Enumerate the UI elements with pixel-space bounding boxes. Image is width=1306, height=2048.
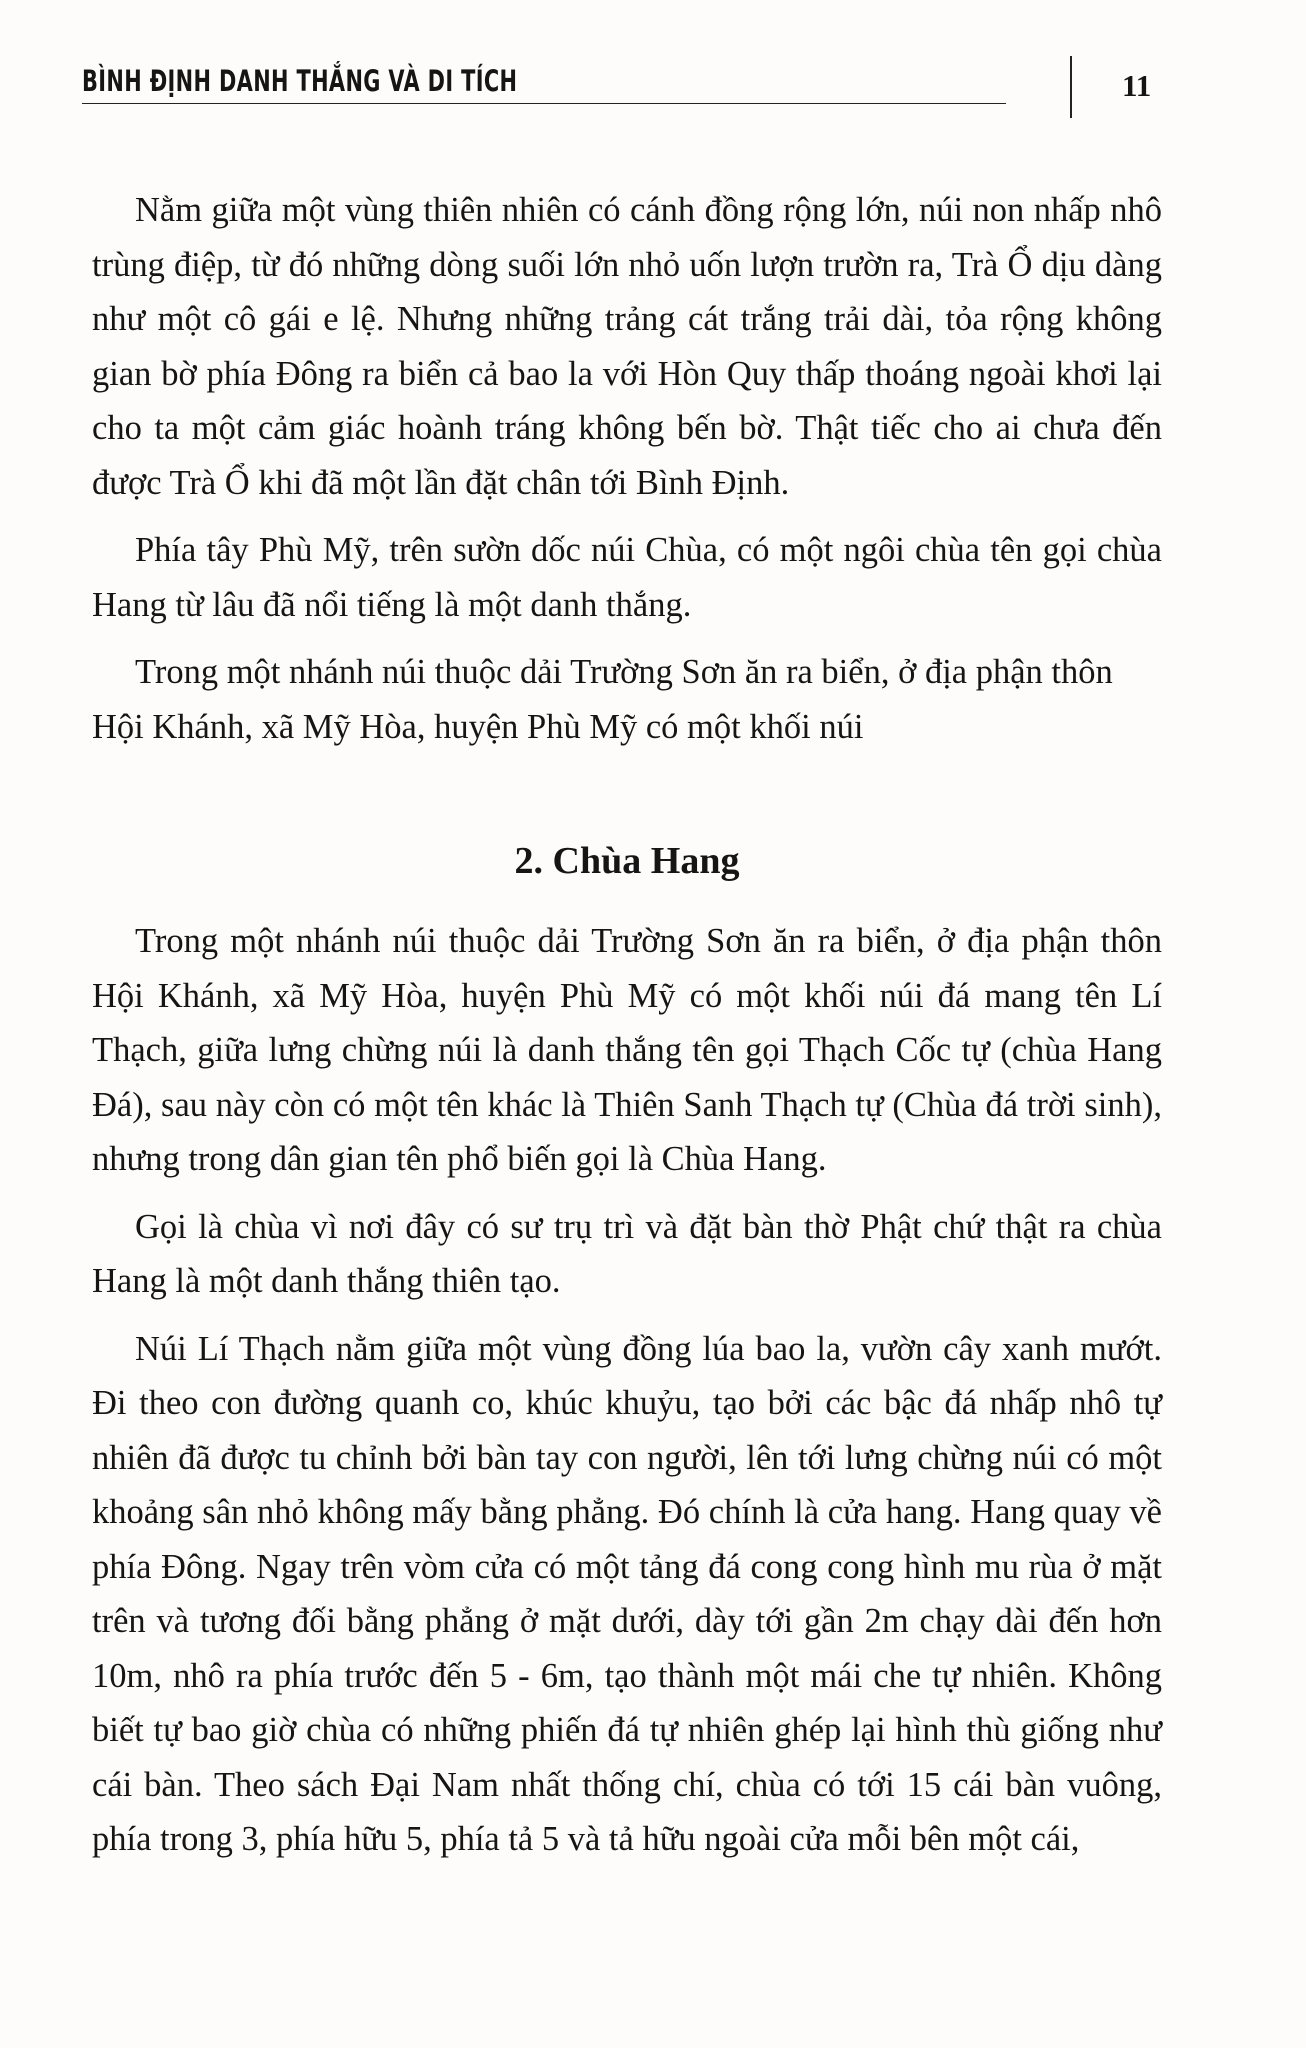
page-number: 11 — [1122, 68, 1152, 103]
paragraph: Gọi là chùa vì nơi đây có sư trụ trì và đặt bàn thờ Phật chứ thật ra chùa Hang là một danh thắng thiên tạo. — [92, 1207, 1162, 1300]
section-heading: 2. Chùa Hang — [514, 840, 740, 882]
paragraph: Trong một nhánh núi thuộc dải Trường Sơn ăn ra biển, ở địa phận thôn Hội Khánh, xã Mỹ Hòa, huyện Phù Mỹ có một khối núi — [92, 653, 1113, 746]
page-header — [82, 56, 1182, 126]
page-body — [92, 183, 1162, 1880]
running-title: BÌNH ĐỊNH DANH THẮNG VÀ DI TÍCH — [82, 64, 518, 98]
header-divider — [1070, 56, 1072, 118]
paragraph: Trong một nhánh núi thuộc dải Trường Sơn ăn ra biển, ở địa phận thôn Hội Khánh, xã Mỹ Hòa, huyện Phù Mỹ có một khối núi đá mang tên Lí Thạch, giữa lưng chừng núi là danh thắng tên gọi Thạch Cốc tự (chùa Hang Đá), sau này còn có một tên khác là Thiên Sanh Thạch tự (Chùa đá trời sinh), nhưng trong dân gian tên phổ biến gọi là Chùa Hang. — [92, 922, 1162, 1178]
paragraph: Núi Lí Thạch nằm giữa một vùng đồng lúa bao la, vườn cây xanh mướt. Đi theo con đường quanh co, khúc khuỷu, tạo bởi các bậc đá nhấp nhô tự nhiên đã được tu chỉnh bởi bàn tay con người, lên tới lưng chừng núi có một khoảng sân nhỏ không mấy bằng phẳng. Đó chính là cửa hang. Hang quay về phía Đông. Ngay trên vòm cửa có một tảng đá cong cong hình mu rùa ở mặt trên và tương đối bằng phẳng ở mặt dưới, dày tới gần 2m chạy dài đến hơn 10m, nhô ra phía trước đến 5 - 6m, tạo thành một mái che tự nhiên. Không biết tự bao giờ chùa có những phiến đá tự nhiên ghép lại hình thù giống như cái bàn. Theo sách Đại Nam nhất thống chí, chùa có tới 15 cái bàn vuông, phía trong 3, phía hữu 5, phía tả 5 và tả hữu ngoài cửa mỗi bên một cái, — [92, 1329, 1162, 1858]
paragraph: Phía tây Phù Mỹ, trên sườn dốc núi Chùa, có một ngôi chùa tên gọi chùa Hang từ lâu đã nổi tiếng là một danh thắng. — [92, 531, 1162, 624]
header-rule — [82, 103, 1006, 104]
paragraph: Nằm giữa một vùng thiên nhiên có cánh đồng rộng lớn, núi non nhấp nhô trùng điệp, từ đó những dòng suối lớn nhỏ uốn lượn trườn ra, Trà Ổ dịu dàng như một cô gái e lệ. Nhưng những trảng cát trắng trải dài, tỏa rộng không gian bờ phía Đông ra biển cả bao la với Hòn Quy thấp thoáng ngoài khơi lại cho ta một cảm giác hoành tráng không bến bờ. Thật tiếc cho ai chưa đến được Trà Ổ khi đã một lần đặt chân tới Bình Định. — [92, 191, 1162, 502]
